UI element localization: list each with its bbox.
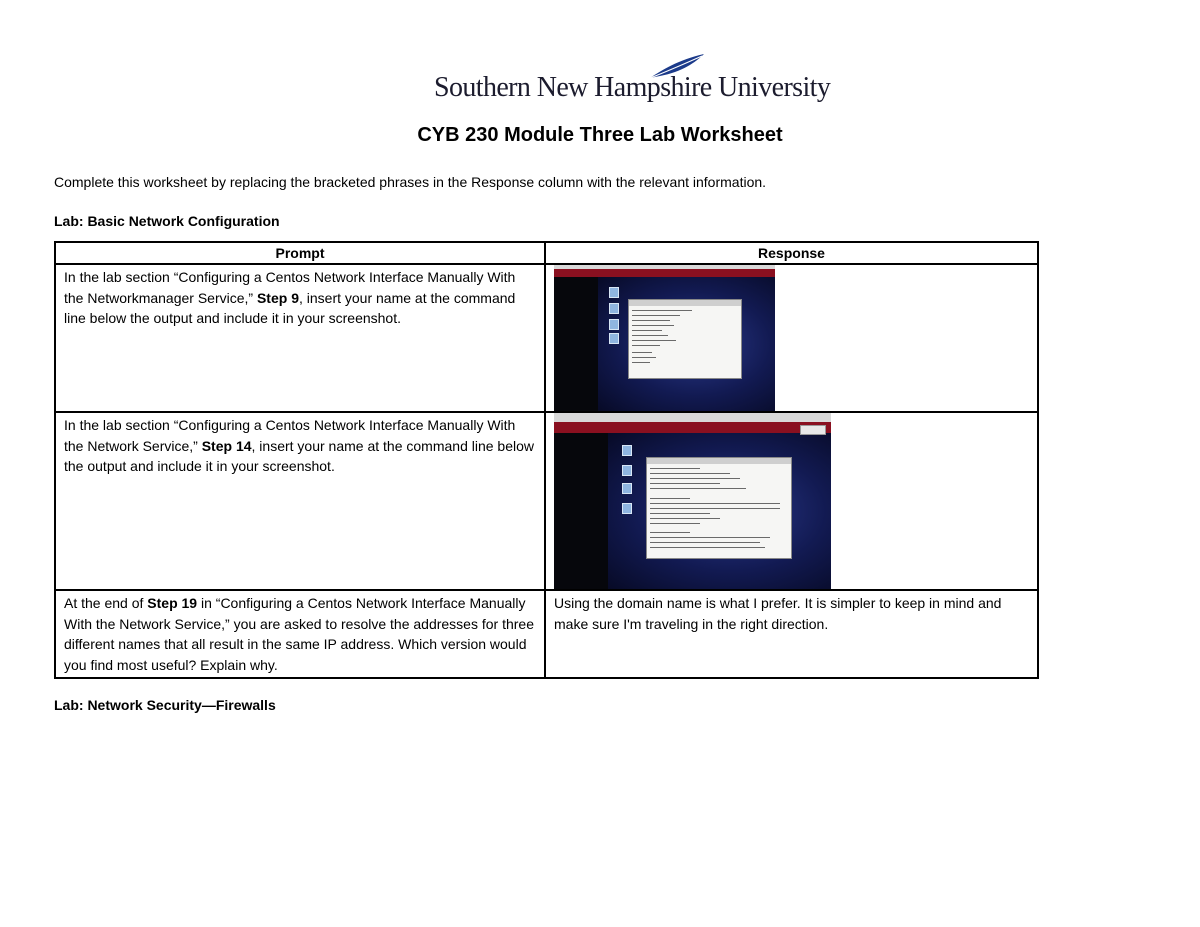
- table-row: [55, 264, 1038, 412]
- page-title: CYB 230 Module Three Lab Worksheet: [417, 124, 783, 146]
- lab2-heading: Lab: Network Security—Firewalls: [54, 697, 276, 713]
- screenshot-image: [554, 265, 775, 411]
- column-header-prompt: Prompt: [55, 242, 545, 264]
- step-label: Step 14: [201, 437, 252, 454]
- worksheet-table: [54, 241, 1039, 679]
- response-cell: Using the domain name is what I prefer. It is simpler to keep in mind and make sure I'm traveling in the right direction.: [545, 590, 1038, 678]
- response-cell: [545, 412, 1038, 590]
- table-row: [55, 590, 1038, 678]
- lab1-heading: Lab: Basic Network Configuration: [54, 213, 280, 229]
- table-row: [55, 412, 1038, 590]
- column-header-response: Response: [545, 242, 1038, 264]
- step-label: Step 9: [256, 289, 299, 306]
- step-label: Step 19: [147, 595, 198, 611]
- response-cell: [545, 264, 1038, 412]
- university-logo: [432, 52, 831, 108]
- table-header-row: [55, 242, 1038, 264]
- prompt-cell: In the lab section “Configuring a Centos Network Interface Manually With the Network Service,” Step 14, insert your name at the command line below the output and include it in your screenshot.: [55, 412, 545, 590]
- logo-wordmark: Southern New Hampshire University: [434, 72, 831, 103]
- instructions-text: Complete this worksheet by replacing the bracketed phrases in the Response column with the relevant information.: [54, 174, 767, 190]
- prompt-cell: At the end of Step 19 in “Configuring a Centos Network Interface Manually With the Network Service,” you are asked to resolve the addresses for three different names that all result in the same IP address. Which version would you find most useful? Explain why.: [55, 590, 545, 678]
- prompt-cell: In the lab section “Configuring a Centos Network Interface Manually With the Networkmanager Service,” Step 9, insert your name at the command line below the output and include it in your screenshot.: [55, 264, 545, 412]
- screenshot-image: [554, 413, 831, 589]
